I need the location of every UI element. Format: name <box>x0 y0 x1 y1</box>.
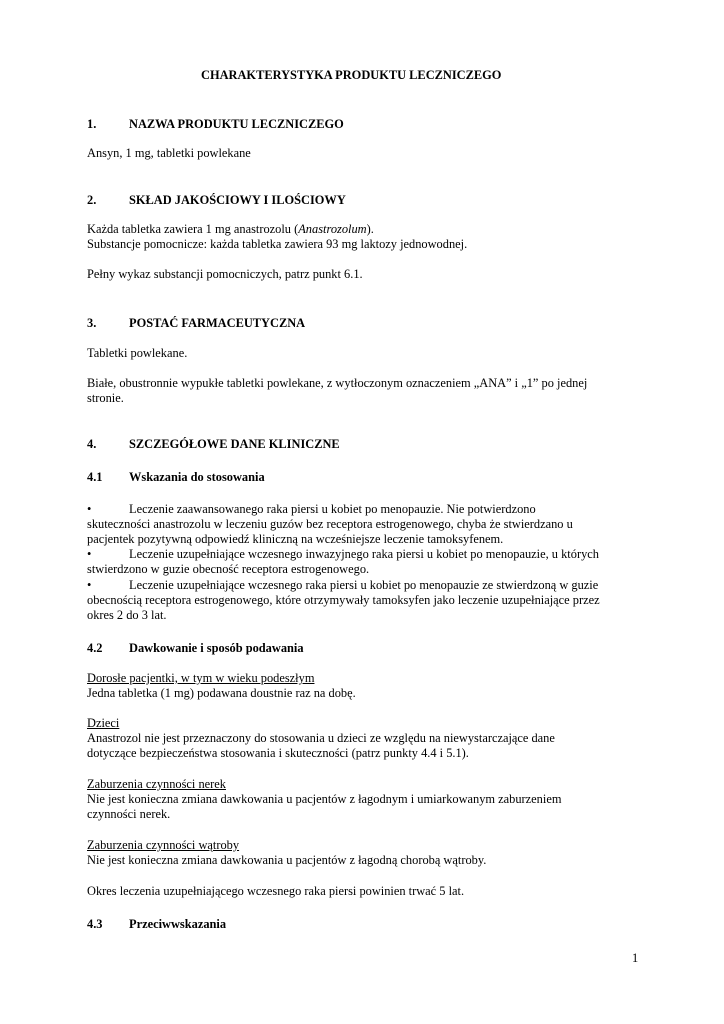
indication-1-line-3: pacjentek pozytywną odpowiedź kliniczną na wcześniejsze leczenie tamoksyfenem. <box>87 532 504 546</box>
section-4-3-title: Przeciwwskazania <box>129 917 227 931</box>
form-line-1: Tabletki powlekane. <box>87 346 188 360</box>
indication-2-line-1: Leczenie uzupełniające wczesnego inwazyjnego raka piersi u kobiet po menopauzie, u których <box>129 547 599 561</box>
bullet-icon: • <box>87 502 92 516</box>
latin-name: Anastrozolum <box>298 222 367 236</box>
bullet-icon: • <box>87 547 92 561</box>
indication-1-line-2: skuteczności anastrozolu w leczeniu guzów bez receptora estrogenowego, chyba że stwierdzano u <box>87 517 573 531</box>
section-4-1-number: 4.1 <box>87 470 103 484</box>
subheading-hepatic: Zaburzenia czynności wątroby <box>87 838 240 852</box>
page-number: 1 <box>632 951 639 965</box>
section-4-number: 4. <box>87 437 97 451</box>
renal-line-1: Nie jest konieczna zmiana dawkowania u pacjentów z łagodnym i umiarkowanym zaburzeniem <box>87 792 562 806</box>
subheading-adults: Dorosłe pacjentki, w tym w wieku podeszłym <box>87 671 315 685</box>
children-line-2: dotyczące bezpieczeństwa stosowania i skuteczności (patrz punkty 4.4 i 5.1). <box>87 746 469 760</box>
section-4-2-title: Dawkowanie i sposób podawania <box>129 641 304 655</box>
indication-3-line-2: obecnością receptora estrogenowego, które otrzymywały tamoksyfen jako leczenie uzupełniające przez <box>87 593 600 607</box>
hepatic-line-1: Nie jest konieczna zmiana dawkowania u pacjentów z łagodną chorobą wątroby. <box>87 853 487 867</box>
section-4-1-title: Wskazania do stosowania <box>129 470 265 484</box>
form-line-3: stronie. <box>87 391 124 405</box>
section-4-2-number: 4.2 <box>87 641 103 655</box>
composition-text-a: Każda tabletka zawiera 1 mg anastrozolu ( <box>87 222 299 236</box>
composition-text-b: ). <box>366 222 374 236</box>
bullet-icon: • <box>87 578 92 592</box>
composition-line-1 <box>87 222 374 237</box>
section-3-number: 3. <box>87 316 97 330</box>
indication-3-line-1: Leczenie uzupełniające wczesnego raka piersi u kobiet po menopauzie ze stwierdzoną w guzie <box>129 578 599 592</box>
form-line-2: Białe, obustronnie wypukłe tabletki powlekane, z wytłoczonym oznaczeniem „ANA” i „1” po jednej <box>87 376 588 390</box>
adults-dosage-text: Jedna tabletka (1 mg) podawana doustnie raz na dobę. <box>87 686 356 700</box>
section-1-title: NAZWA PRODUKTU LECZNICZEGO <box>129 117 344 131</box>
subheading-children: Dzieci <box>87 716 120 730</box>
indication-2-line-2: stwierdzono w guzie obecność receptora estrogenowego. <box>87 562 370 576</box>
children-line-1: Anastrozol nie jest przeznaczony do stosowania u dzieci ze względu na niewystarczające dane <box>87 731 555 745</box>
section-3-title: POSTAĆ FARMACEUTYCZNA <box>129 316 306 330</box>
section-2-title: SKŁAD JAKOŚCIOWY I ILOŚCIOWY <box>129 193 346 207</box>
document-title: CHARAKTERYSTYKA PRODUKTU LECZNICZEGO <box>201 68 502 82</box>
section-1-number: 1. <box>87 117 97 131</box>
section-2-number: 2. <box>87 193 97 207</box>
renal-line-2: czynności nerek. <box>87 807 171 821</box>
subheading-renal: Zaburzenia czynności nerek <box>87 777 226 791</box>
indication-3-line-3: okres 2 do 3 lat. <box>87 608 167 622</box>
section-4-3-number: 4.3 <box>87 917 103 931</box>
document-page <box>87 0 647 1024</box>
section-4-title: SZCZEGÓŁOWE DANE KLINICZNE <box>129 437 340 451</box>
product-name-text: Ansyn, 1 mg, tabletki powlekane <box>87 146 251 160</box>
composition-line-3: Pełny wykaz substancji pomocniczych, patrz punkt 6.1. <box>87 267 363 281</box>
indication-1-line-1: Leczenie zaawansowanego raka piersi u kobiet po menopauzie. Nie potwierdzono <box>129 502 536 516</box>
treatment-duration-text: Okres leczenia uzupełniającego wczesnego raka piersi powinien trwać 5 lat. <box>87 884 465 898</box>
composition-line-2: Substancje pomocnicze: każda tabletka zawiera 93 mg laktozy jednowodnej. <box>87 237 468 251</box>
